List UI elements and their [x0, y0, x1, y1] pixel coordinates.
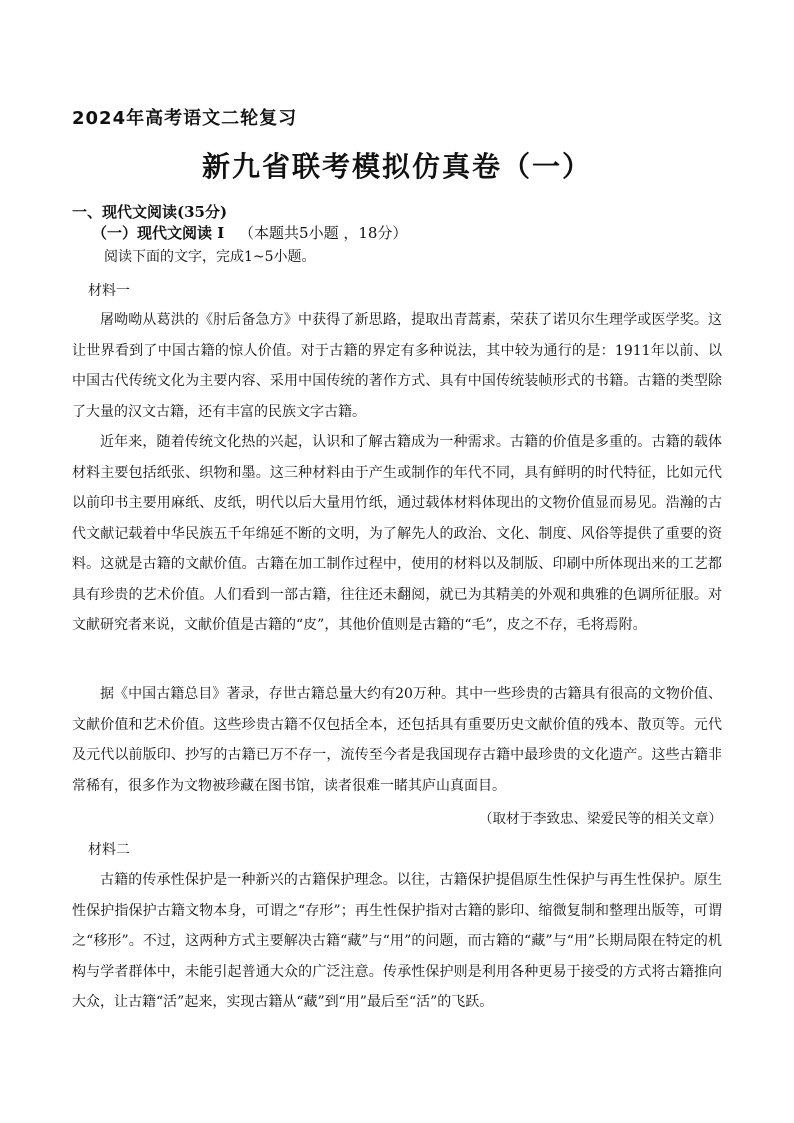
material-2-label: 材料二 [88, 842, 130, 858]
section-heading: 一、现代文阅读(35分) [72, 203, 228, 221]
material-1-paragraph-1: 屠呦呦从葛洪的《肘后备急方》中获得了新思路，提取出青蒿素，荣获了诺贝尔生理学或医学奖。这让世界看到了中国古籍的惊人价值。对于古籍的界定有多种说法，其中较为通行的是：1911年以前、以中国古代传统文化为主要内容、采用中国传统的著作方式、具有中国传统装帧形式的书籍。古籍的类型除了大量的汉文古籍，还有丰富的民族文字古籍。 [72, 312, 722, 420]
exam-series-heading: 2024年高考语文二轮复习 [72, 108, 298, 129]
page-title: 新九省联考模拟仿真卷（一） [201, 150, 592, 183]
material-1-paragraph-3: 据《中国古籍总目》著录，存世古籍总量大约有20万种。其中一些珍贵的古籍具有很高的文物价值、文献价值和艺术价值。这些珍贵古籍不仅包括全本，还包括具有重要历史文献价值的残本、散页等。元代及元代以前版印、抄写的古籍已万不存一，流传至今者是我国现存古籍中最珍贵的文化遗产。这些古籍非常稀有，很多作为文物被珍藏在图书馆，读者很难一睹其庐山真面目。 [72, 686, 722, 794]
sub-section-heading [92, 222, 407, 243]
material-1-label: 材料一 [88, 283, 130, 299]
material-1-paragraph-2: 近年来，随着传统文化热的兴起，认识和了解古籍成为一种需求。古籍的价值是多重的。古籍的载体材料主要包括纸张、织物和墨。这三种材料由于产生或制作的年代不同，具有鲜明的时代特征，比如元代以前印书主要用麻纸、皮纸，明代以后大量用竹纸，通过载体材料体现出的文物价值显而易见。浩瀚的古代文献记载着中华民族五千年绵延不断的文明，为了解先人的政治、文化、制度、风俗等提供了重要的资料。这就是古籍的文献价值。古籍在加工制作过程中，使用的材料以及制版、印刷中所体现出来的工艺都具有珍贵的艺术价值。人们看到一部古籍，往往还未翻阅，就已为其精美的外观和典雅的色调所征服。对文献研究者来说，文献价值是古籍的“皮”，其他价值则是古籍的“毛”，皮之不存，毛将焉附。 [72, 434, 722, 633]
material-2-paragraph-1: 古籍的传承性保护是一种新兴的古籍保护理念。以往，古籍保护提倡原生性保护与再生性保护。原生性保护指保护古籍文物本身，可谓之“存形”；再生性保护指对古籍的影印、缩微复制和整理出版等，可谓之“移形”。不过，这两种方式主要解决古籍“藏”与“用”的问题，而古籍的“藏”与“用”长期局限在特定的机构与学者群体中，未能引起普通大众的广泛注意。传承性保护则是利用各种更易于接受的方式将古籍推向大众，让古籍“活”起来，实现古籍从“藏”到“用”最后至“活”的飞跃。 [72, 872, 722, 1010]
sub-section-note: （本题共5小题 ，18分） [239, 224, 408, 242]
instruction-text: 阅读下面的文字，完成1~5小题。 [104, 249, 316, 265]
sub-section-label: （一）现代文阅读 Ⅰ [92, 224, 225, 242]
material-1-source: （取材于李致忠、梁爱民等的相关文章） [479, 811, 722, 827]
